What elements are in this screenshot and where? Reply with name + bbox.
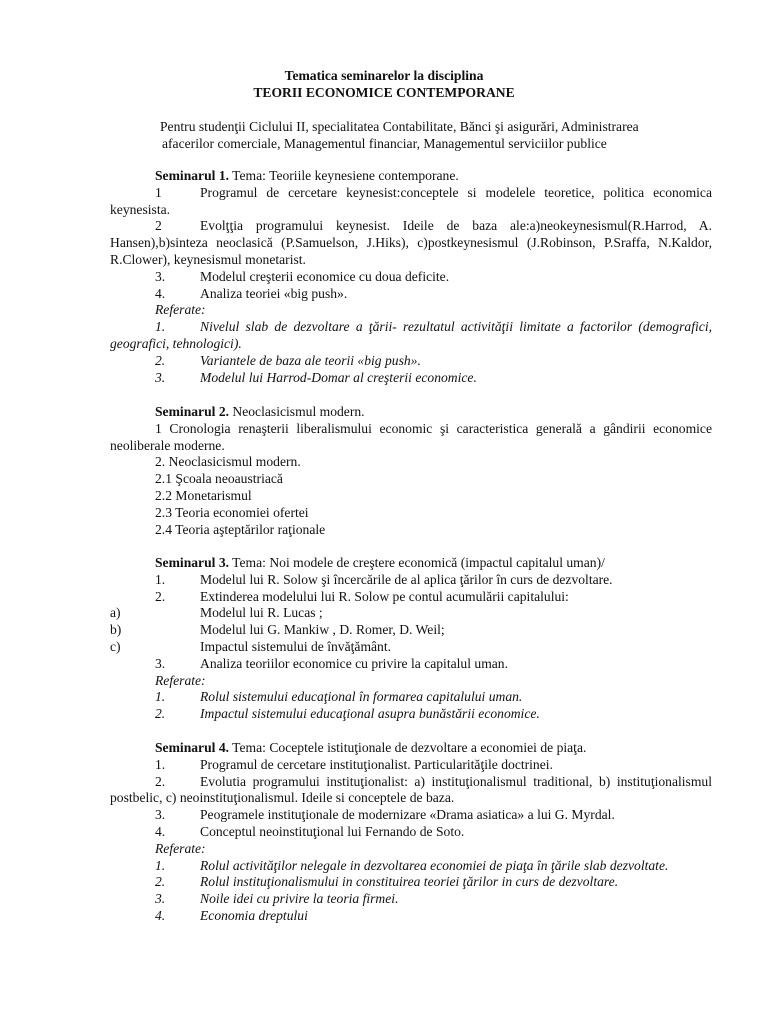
document-title: Tematica seminarelor la disciplina [284,68,484,83]
referate-label: Referate: [155,302,206,318]
seminar-4-heading: Seminarul 4. Tema: Coceptele istituţionale de dezvoltare a economiei de piaţa. [155,740,587,755]
list-item: a) Modelul lui R. Lucas ; [110,605,323,621]
seminar-2 [110,404,712,538]
list-item: 2. Extinderea modelului lui R. Solow pe contul acumulării capitalului: [155,588,569,604]
list-item: 2 Evolţţia programului keynesist. Ideile de baza ale:a)neokeynesismul(R.Harrod, A. Hansen),b)sinteza neoclasică (P.Samuelson, J.Hiks), c)postkeynesismul (J.Robinson, P.Sraffa, N.Kaldor, R.Clower), keynesismul monetarist. [110,218,712,267]
list-item: c) Impactul sistemului de învăţământ. [110,638,392,654]
referat-item: 3. Noile idei cu privire la teoria firmei. [155,891,399,907]
list-item: 1. Programul de cercetare instituţionalist. Particularităţile doctrinei. [155,756,553,772]
referat-item: 2. Impactul sistemului educaţional asupra bunăstării economice. [155,706,540,722]
list-item: 3. Peogramele instituţionale de modernizare «Drama asiatica» a lui G. Myrdal. [155,807,615,823]
seminar-3 [110,555,712,723]
list-item: 1 Cronologia renaşterii liberalismului economic şi caracteristica generală a gândirii economice neoliberale moderne. [110,420,712,453]
list-item: 3. Analiza teoriilor economice cu privire la capitalul uman. [155,655,508,671]
referate-label: Referate: [155,672,206,688]
list-item: 3. Modelul creşterii economice cu doua deficite. [155,268,450,284]
referat-item: 4. Economia dreptului [155,907,308,923]
list-item: 2. Evolutia programului instituţionalist: a) instituţionalismul traditional, b) instituţionalismul postbelic, c) neoinstituţionalismul. Ideile si conceptele de baza. [110,773,712,806]
seminar-4 [110,740,712,925]
referat-item: 1. Rolul sistemului educaţional în formarea capitalului uman. [155,689,523,705]
referat-item: 2. Variantele de baza ale teorii «big push». [155,352,421,368]
seminar-2-heading: Seminarul 2. Neoclasicismul modern. [155,404,365,419]
seminar-1-heading: Seminarul 1. Tema: Teoriile keynesiene contemporane. [155,168,459,183]
list-item: 2.4 Teoria aşteptărilor raţionale [155,521,326,537]
referat-item: 1. Nivelul slab de dezvoltare a ţării- rezultatul activităţii limitate a factorilor (demografici, geografici, tehnologici). [110,319,712,351]
list-item: 2.3 Teoria economiei ofertei [155,504,309,520]
seminar-3-heading: Seminarul 3. Tema: Noi modele de creştere economică (impactul capitalul uman)/ [155,555,605,570]
referat-item: 3. Modelul lui Harrod-Domar al creşterii economice. [155,369,477,385]
referat-item: 1. Rolul activităţilor nelegale in dezvoltarea economiei de piaţa în ţările slab dezvoltate. [155,857,669,873]
list-item: 2.1 Şcoala neoaustriacă [155,471,283,487]
list-item: 2. Neoclasicismul modern. [155,454,301,470]
referat-item: 2. Rolul instituţionalismului in constituirea teoriei ţărilor in curs de dezvoltare. [155,874,619,890]
intro-paragraph [160,119,720,153]
referate-label: Referate: [155,840,206,856]
list-item: 1 Programul de cercetare keynesist:conceptele si modelele teoretice, politica economica keynesista. [110,184,712,217]
course-title: TEORII ECONOMICE CONTEMPORANE [253,85,515,100]
seminar-1 [110,168,712,386]
intro-line-2: afacerilor comerciale, Managementul financiar, Managementul serviciilor publice [162,135,607,151]
list-item: 1. Modelul lui R. Solow şi încercările de al aplica ţărilor în curs de dezvoltare. [155,571,613,587]
list-item: 4. Analiza teoriei «big push». [155,285,348,301]
list-item: 4. Conceptul neoinstituţional lui Fernando de Soto. [155,823,465,839]
intro-line-1: Pentru studenţii Ciclului II, specialitatea Contabilitate, Bănci şi asigurări, Administrarea [160,119,639,134]
list-item: b) Modelul lui G. Mankiw , D. Romer, D. Weil; [110,622,445,638]
list-item: 2.2 Monetarismul [155,487,252,503]
